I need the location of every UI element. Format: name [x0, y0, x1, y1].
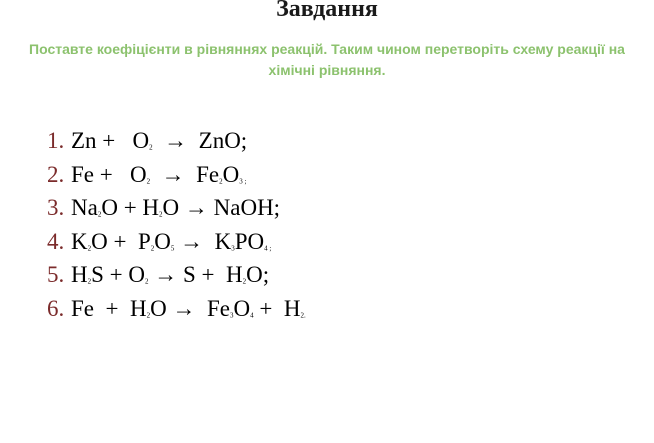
- formula-text: O + P: [91, 228, 151, 254]
- equation-number: 3.: [47, 195, 65, 220]
- formula-text: O: [222, 161, 240, 187]
- formula-text: Fe + O: [71, 161, 147, 187]
- page-title: Завдання: [276, 0, 378, 22]
- formula-text: → K: [174, 228, 232, 254]
- equation-list: [47, 124, 306, 325]
- formula-text: → S + H: [148, 262, 243, 287]
- equation-4: [47, 225, 306, 259]
- formula-text: Na: [71, 195, 98, 220]
- formula-text: O → NaOH;: [162, 195, 281, 220]
- subscript: 4: [250, 310, 254, 319]
- equation-3: [47, 191, 306, 225]
- formula-text: O;: [246, 262, 270, 287]
- subscript: 2: [159, 210, 163, 219]
- subscript: 4 ;: [264, 243, 272, 252]
- formula-text: S + O: [91, 262, 145, 287]
- equation-6: [47, 292, 306, 326]
- equation-number: 5.: [47, 262, 65, 287]
- equation-formula: [71, 195, 280, 220]
- equation-formula: [71, 296, 306, 321]
- formula-text: PO: [234, 228, 265, 254]
- subscript: 2: [149, 143, 153, 152]
- subscript: 2: [87, 243, 92, 252]
- formula-text: Zn + O: [71, 128, 150, 153]
- equation-formula: [71, 229, 271, 254]
- equation-formula: [71, 162, 246, 187]
- formula-text: → Fe: [150, 161, 220, 187]
- formula-text: K: [71, 228, 88, 254]
- subscript: 2: [242, 277, 247, 286]
- subscript: 2: [87, 277, 92, 286]
- formula-text: H: [71, 262, 88, 287]
- subscript: 5: [170, 243, 175, 252]
- subscript: 2: [146, 310, 151, 319]
- subscript: 2.: [300, 310, 306, 319]
- formula-text: O → Fe: [150, 295, 230, 321]
- instruction-text: Поставте коефіцієнти в рівняннях реакцій. Таким чином перетворіть схему реакції на хімічні рівняння.: [29, 41, 625, 78]
- equation-formula: [71, 128, 247, 153]
- subscript: 2: [97, 210, 102, 219]
- formula-text: + H: [253, 295, 301, 321]
- subscript: 2: [146, 176, 151, 185]
- subscript: 2: [150, 243, 155, 252]
- equation-5: [47, 258, 306, 292]
- formula-text: Fe + H: [71, 295, 147, 321]
- formula-text: O: [154, 228, 171, 254]
- subscript: 3 ;: [239, 176, 247, 185]
- subscript: 3: [229, 310, 234, 319]
- equation-number: 2.: [47, 161, 65, 187]
- subscript: 2: [145, 277, 149, 286]
- equation-number: 4.: [47, 228, 65, 254]
- equation-1: [47, 124, 306, 158]
- formula-text: O: [233, 295, 251, 321]
- subscript: 3: [231, 243, 235, 252]
- equation-number: 6.: [47, 295, 65, 321]
- equation-formula: [71, 262, 269, 287]
- subscript: 2: [219, 176, 223, 185]
- formula-text: → ZnO;: [152, 128, 248, 153]
- equation-2: [47, 158, 306, 192]
- formula-text: O + H: [101, 195, 160, 220]
- equation-number: 1.: [47, 128, 65, 153]
